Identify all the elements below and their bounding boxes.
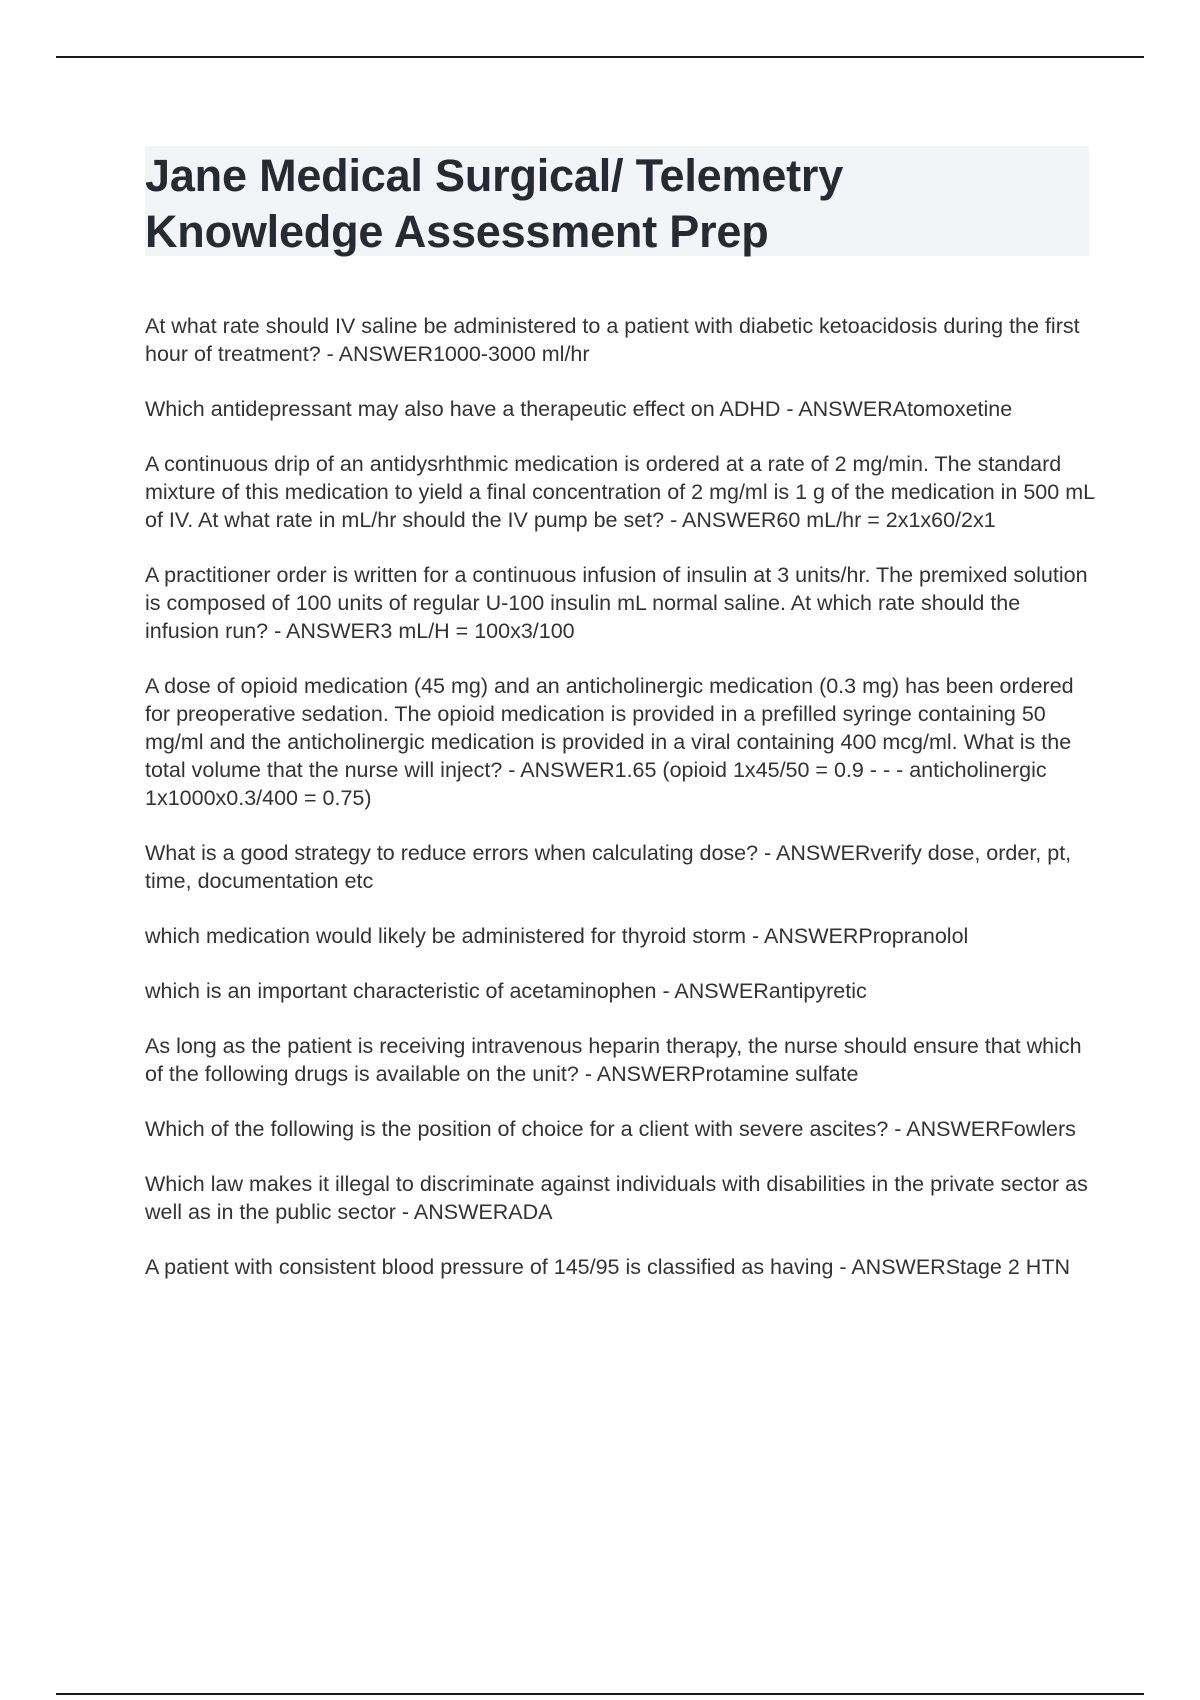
qa-item: What is a good strategy to reduce errors when calculating dose? - ANSWERverify dose, order, pt, time, documentation etc	[145, 841, 1072, 893]
qa-item: A dose of opioid medication (45 mg) and an anticholinergic medication (0.3 mg) has been ordered for preoperative sedation. The opioid medication is provided in a prefilled syringe containing 50 mg/ml and the anticholinergic medication is provided in a viral containing 400 mcg/ml. What is the total volume that the nurse will inject? - ANSWER1.65 (opioid 1x45/50 = 0.9 - - - anticholinergic 1x1000x0.3/400 = 0.75)	[145, 674, 1074, 810]
qa-item: Which law makes it illegal to discriminate against individuals with disabilities in the private sector as well as in the public sector - ANSWERADA	[145, 1172, 1088, 1224]
title-line-1: Jane Medical Surgical/ Telemetry	[145, 150, 844, 201]
qa-item: A practitioner order is written for a continuous infusion of insulin at 3 units/hr. The premixed solution is composed of 100 units of regular U-100 insulin mL normal saline. At which rate should the infusion run? - ANSWER3 mL/H = 100x3/100	[145, 563, 1088, 643]
qa-item: A patient with consistent blood pressure of 145/95 is classified as having - ANSWERStage 2 HTN	[145, 1255, 1070, 1279]
title-block	[145, 146, 1089, 256]
document-title	[145, 146, 1089, 260]
qa-item: Which of the following is the position of choice for a client with severe ascites? - ANSWERFowlers	[145, 1117, 1076, 1141]
page-bottom-rule	[56, 1693, 1144, 1695]
qa-item: As long as the patient is receiving intravenous heparin therapy, the nurse should ensure that which of the following drugs is available on the unit? - ANSWERProtamine sulfate	[145, 1034, 1082, 1086]
qa-item: which is an important characteristic of acetaminophen - ANSWERantipyretic	[145, 979, 867, 1003]
qa-item: Which antidepressant may also have a therapeutic effect on ADHD - ANSWERAtomoxetine	[145, 397, 1013, 421]
qa-item: which medication would likely be administered for thyroid storm - ANSWERPropranolol	[145, 924, 969, 948]
qa-item: A continuous drip of an antidysrhthmic medication is ordered at a rate of 2 mg/min. The standard mixture of this medication to yield a final concentration of 2 mg/ml is 1 g of the medication in 500 mL of IV. At what rate in mL/hr should the IV pump be set? - ANSWER60 mL/hr = 2x1x60/2x1	[145, 452, 1095, 532]
qa-list	[145, 312, 1095, 1308]
title-line-2: Knowledge Assessment Prep	[145, 206, 769, 257]
qa-item: At what rate should IV saline be administered to a patient with diabetic ketoacidosis during the first hour of treatment? - ANSWER1000-3000 ml/hr	[145, 314, 1080, 366]
page-top-rule	[56, 56, 1144, 58]
